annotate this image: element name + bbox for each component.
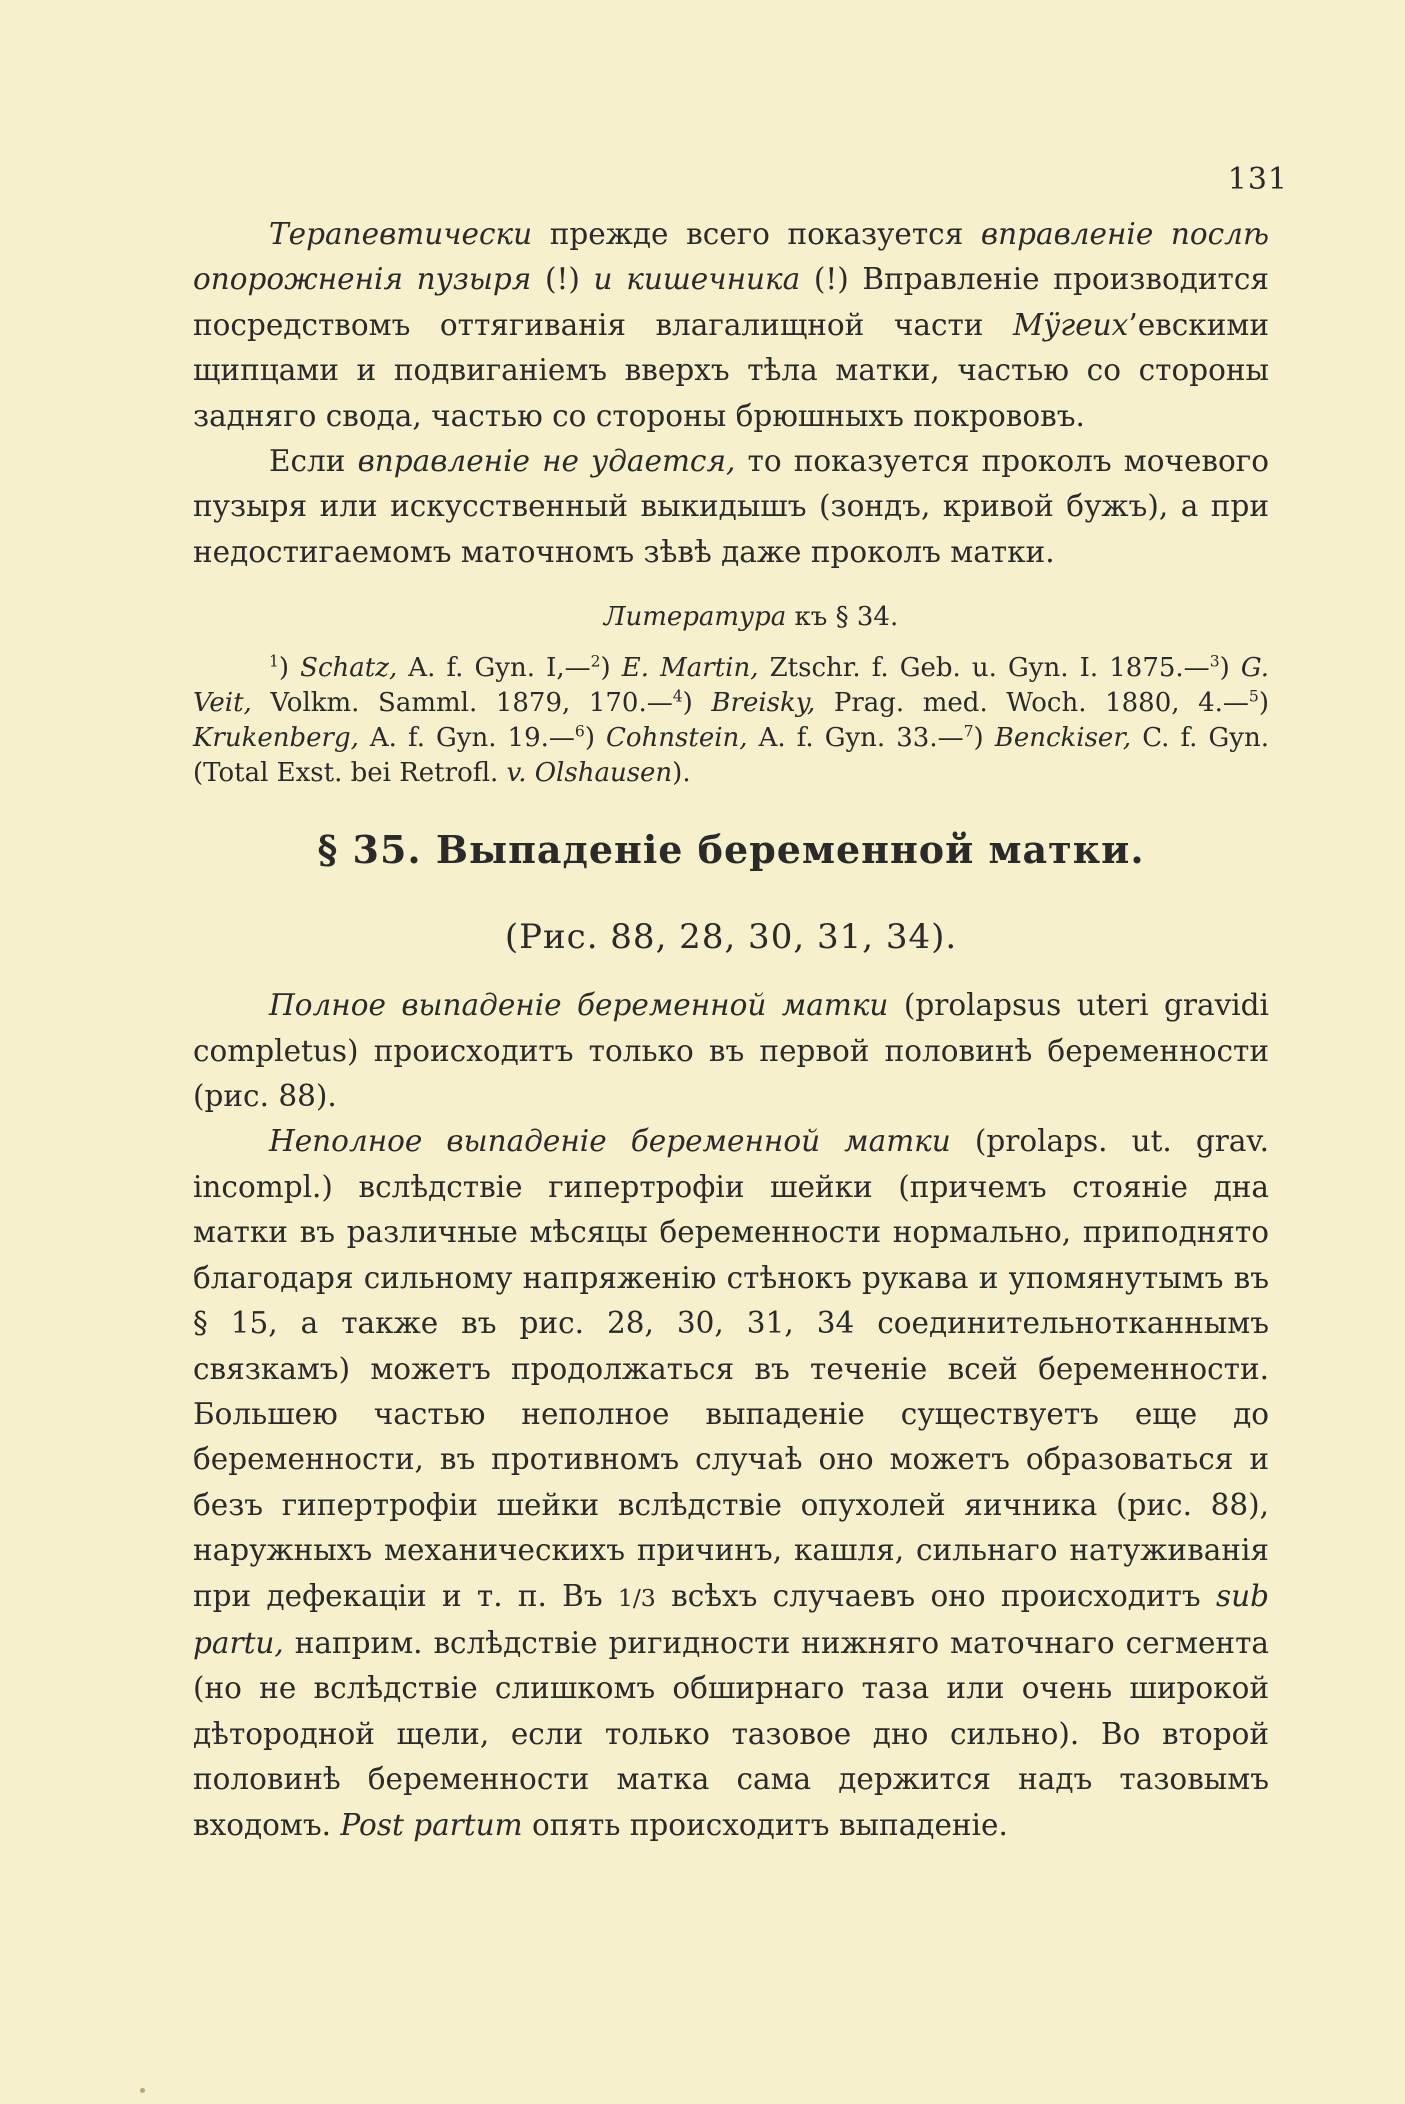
literature-heading-italic: Литература <box>603 602 787 633</box>
text-run: прежде всего показуется <box>532 217 981 251</box>
footnote-marker: 4 <box>672 687 683 706</box>
emphasis: вправленіе послѣ опорожненія пузыря <box>193 217 1269 297</box>
text-run: наприм. вслѣдствіе ригидности нижняго маточнаго сегмента (но не вслѣдствіе слишкомъ обширнаго таза или очень широкой дѣтородной щели, если только тазовое дно сильно). Во второй половинѣ беременности матка сама держится надъ тазовымъ входомъ. <box>193 1625 1269 1842</box>
reference-author: Krukenberg, <box>193 723 359 754</box>
emphasis: и кишечника <box>593 262 801 297</box>
emphasis: Мӱгеих <box>1012 307 1129 342</box>
reference-author: Cohnstein, <box>606 723 748 754</box>
reference-text: Volkm. Samml. 1879, 170.— <box>251 688 673 719</box>
text-run: Если <box>269 444 358 479</box>
text-run: (!) <box>531 262 594 297</box>
text-run: (prolapsus uteri gravidi completus) происходитъ только въ первой половинѣ беременности (рис. 88). <box>193 988 1269 1114</box>
emphasis: sub partu, <box>193 1578 1269 1660</box>
reference-text: A. f. Gyn. I,— <box>397 653 591 684</box>
paper-speck <box>140 2088 145 2093</box>
literature-references: $^1$) Schatz, A. f. Gyn. I,—$^2$) E. Martin, Ztschr. f. Geb. u. Gyn. I. 1875.—$^3$) G. Veit, Volkm. Samml. 1879, 170.—$^4$) Breisky, Prag. med. Woch. 1880, 4.—$^5$) Krukenberg, A. f. Gyn. 19.—$^6$) Cohnstein, A. f. Gyn. 33.—$^7$) Benckiser, C. f. Gyn. (Total Exst. bei Retrofl. v. Olshausen). <box>193 652 1269 789</box>
emphasis: Post partum <box>340 1807 523 1842</box>
emphasis: Терапевтически <box>269 217 533 251</box>
footnote-marker: 1 <box>269 652 279 671</box>
footnote-marker: 5 <box>1248 687 1259 706</box>
reference-author: G. Veit, <box>193 653 1269 719</box>
footnote-marker: 6 <box>574 722 585 741</box>
fraction: 1/3 <box>617 1583 656 1612</box>
literature-heading <box>193 597 1269 637</box>
text-run: ’евскими щипцами и подвиганіемъ вверхъ тѣла матки, частью со стороны задняго свода, частью со стороны брюшныхъ покрововъ. <box>193 307 1269 433</box>
paragraph-failure <box>193 439 1269 575</box>
reference-author: Benckiser, <box>994 723 1132 754</box>
emphasis: вправленіе не удается, <box>357 444 736 479</box>
emphasis: Полное выпаденіе беременной матки <box>269 988 889 1023</box>
text-run: то показуется проколъ мочевого пузыря или искусственный выкидышъ (зондъ, кривой бужъ), а при недостигаемомъ маточномъ зѣвѣ даже проколъ матки. <box>193 444 1270 569</box>
footnote-marker: 2 <box>590 652 601 671</box>
reference-author: E. Martin, <box>621 653 759 684</box>
emphasis: Неполное выпаденіе беременной матки <box>269 1124 951 1159</box>
text-run: всѣхъ случаевъ оно происходитъ <box>655 1578 1216 1613</box>
text-run: (!) Вправленіе производится посредствомъ оттягиванія влагалищной части <box>193 262 1269 342</box>
text-run: опять происходитъ выпаденіе. <box>522 1807 1008 1842</box>
reference-text: Ztschr. f. Geb. u. Gyn. I. 1875.— <box>758 653 1210 684</box>
section-figure-refs: (Рис. 88, 28, 30, 31, 34). <box>504 917 958 958</box>
text-block <box>193 212 1269 1848</box>
reference-author: Breisky, <box>711 688 816 719</box>
reference-text: A. f. Gyn. 33.— <box>747 723 964 754</box>
reference-text: Prag. med. Woch. 1880, 4.— <box>815 688 1249 719</box>
paragraph-incomplete-prolapse <box>193 1119 1269 1848</box>
section-title: § 35. Выпаденіе беременной матки. <box>317 827 1145 873</box>
reference-author: v. Olshausen <box>506 758 673 789</box>
page-number: 131 <box>1227 162 1288 197</box>
footnote-marker: 3 <box>1209 652 1220 671</box>
text-run: (prolaps. ut. grav. incompl.) вслѣдствіе гипертрофіи шейки (причемъ стояніе дна матки въ различные мѣсяцы беременности нормально, приподнято благодаря сильному напряженію стѣнокъ рукава и упомянутымъ въ § 15, а также въ рис. 28, 30, 31, 34 соединительнотканнымъ связкамъ) можетъ продолжаться въ теченіе всей беременности. Большею частью неполное выпаденіе существуетъ еще до беременности, въ противномъ случаѣ оно можетъ образоваться и безъ гипертрофіи шейки вслѣдствіе опухолей яичника (рис. 88), наружныхъ механическихъ причинъ, кашля, сильнаго натуживанія при дефекаціи и т. п. Въ <box>193 1124 1269 1613</box>
footnote-marker: 7 <box>963 722 974 741</box>
literature-heading-rest: къ § 34. <box>786 602 899 633</box>
reference-author: Schatz, <box>300 653 398 684</box>
reference-text: ). <box>672 758 691 789</box>
reference-text: C. f. Gyn. (Total Exst. bei Retrofl. <box>193 723 1269 789</box>
paragraph-complete-prolapse <box>193 983 1269 1119</box>
reference-text: A. f. Gyn. 19.— <box>358 723 575 754</box>
paragraph-therapy <box>193 212 1269 439</box>
